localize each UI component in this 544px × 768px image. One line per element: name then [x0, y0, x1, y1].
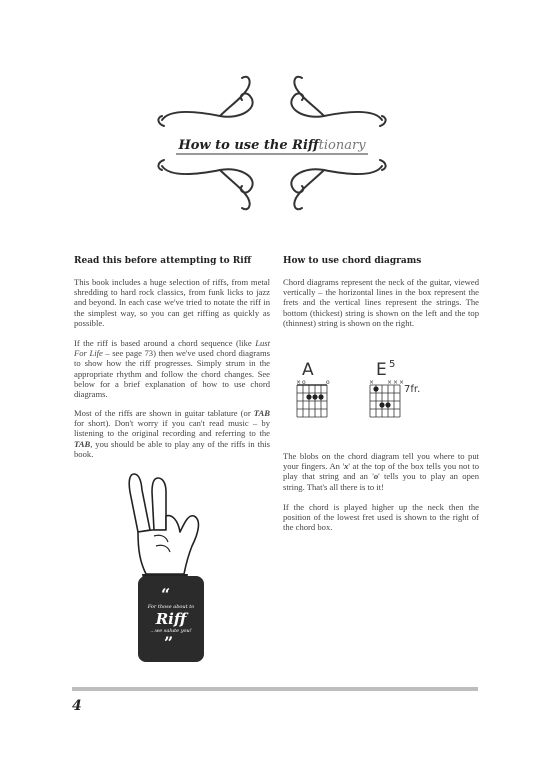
right-paragraph-1: Chord diagrams represent the neck of the guitar, viewed vertically – the horizontal lines in the box represent the frets and the vertical lines represent the strings. The bottom (thickest) string is shown on the left and the top (thinnest) string is shown on the right. [283, 277, 479, 328]
text-span: , you should be able to play any of the riffs in this book. [74, 438, 270, 459]
right-paragraph-2 [283, 451, 479, 492]
page-number: 4 [72, 698, 82, 714]
chord-a-name: A [302, 360, 314, 380]
chord-e5-marker-6: × [399, 379, 405, 386]
text-span: ' tells you to play an open string. That's all there is to it! [283, 471, 479, 492]
chord-diagrams [290, 355, 440, 430]
text-span: Most of the riffs are shown in guitar tablature (or [74, 408, 254, 418]
text-span: ' at the top of the box tells you not to play that string and an ' [283, 461, 479, 482]
badge-riff: Riff [155, 610, 187, 628]
title-light: tionary [318, 138, 366, 153]
right-paragraph-3: If the chord is played higher up the neck then the position of the lowest fret used is shown to the right of the chord box. [283, 502, 479, 533]
left-paragraph-2 [74, 338, 270, 399]
x-symbol: x [344, 461, 349, 472]
text-span: If the riff is based around a chord sequence (like [74, 338, 256, 348]
salute-badge [136, 574, 206, 664]
song-title: Lust For Life [74, 338, 270, 359]
chord-e5-superscript: 5 [389, 359, 396, 370]
finger-dot [373, 386, 378, 391]
chord-e5-marker-1: × [369, 379, 375, 386]
badge-line-2: ...we salute you! [150, 628, 192, 634]
chord-e5 [369, 359, 420, 417]
chord-e5-marker-5: × [393, 379, 399, 386]
chord-a-marker-2: o [302, 379, 306, 386]
page-title [150, 134, 394, 153]
chord-a [296, 360, 330, 417]
finger-dot [318, 394, 323, 399]
finger-dot [379, 402, 384, 407]
chord-e5-name: E [376, 360, 387, 380]
finger-dot [385, 402, 390, 407]
left-paragraph-3 [74, 408, 270, 459]
fret-position-label: 7fr. [404, 384, 421, 395]
chord-e5-marker-4: × [387, 379, 393, 386]
title-bold: How to use the Riff [178, 138, 319, 153]
open-quote: “ [161, 585, 171, 604]
text-span: – see page 73) then we've used chord diagrams to show how the riff progresses. Simply strum in the appropriate rhythm and follow the chord changes. See below for a brief explanation of how to use chord diagrams. [74, 348, 270, 400]
tab-term: TAB [253, 408, 270, 418]
o-symbol: o [373, 471, 379, 482]
left-heading: Read this before attempting to Riff [74, 256, 252, 266]
tab-term: TAB [74, 438, 91, 449]
finger-dot [312, 394, 317, 399]
footer-rule [72, 687, 478, 691]
text-span: The blobs on the chord diagram tell you where to put your fingers. An ' [283, 451, 479, 472]
chord-a-marker-6: o [326, 379, 330, 386]
left-paragraph-1: This book includes a huge selection of riffs, from metal shredding to hard rock classics, from funk licks to jazz and beyond. In each case we've tried to notate the riff in the simplest way, so you can get riffing as quickly as possible. [74, 277, 270, 328]
text-span: for short). Don't worry if you can't read music – by listening to the original recording and referring to the [74, 418, 270, 439]
badge-line-1: For those about to [147, 604, 195, 610]
close-quote: ” [164, 633, 174, 652]
chord-a-marker-1: × [296, 379, 302, 386]
finger-dot [306, 394, 311, 399]
right-heading: How to use chord diagrams [283, 256, 422, 266]
